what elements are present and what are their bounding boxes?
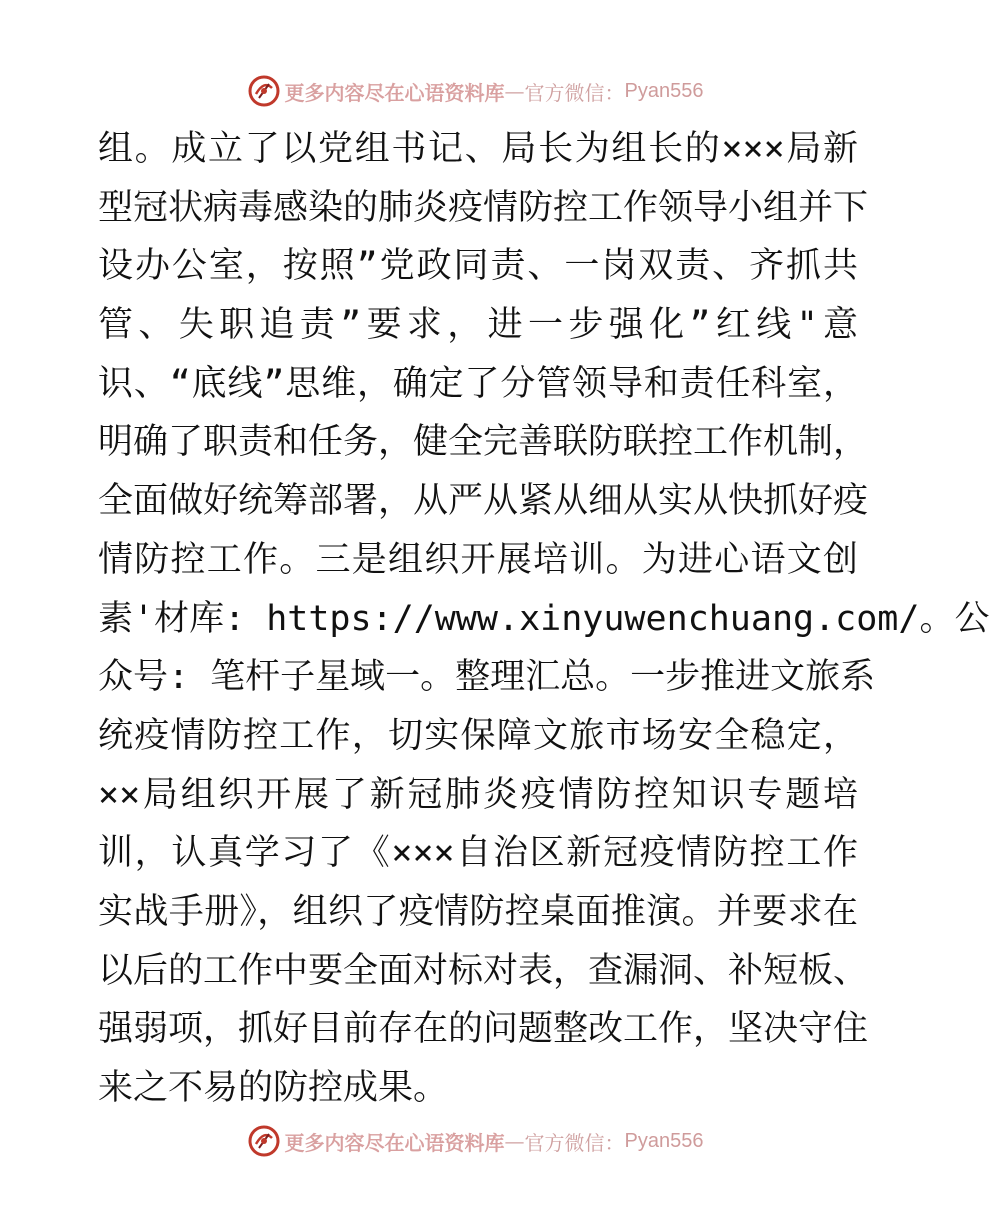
header-watermark-banner bbox=[0, 71, 950, 111]
body-line: 情防控工作。三是组织开展培训。为进心语文创 bbox=[98, 539, 858, 580]
watermark-dash: — bbox=[504, 1129, 525, 1153]
body-line: 训，认真学习了《×××自治区新冠疫情防控工作 bbox=[98, 833, 858, 874]
body-line: 管、失职追责”要求，进一步强化”红线"意 bbox=[98, 305, 858, 346]
body-line: 设办公室，按照”党政同责、一岗双责、齐抓共 bbox=[98, 246, 858, 287]
body-line: 来之不易的防控成果。 bbox=[98, 1068, 449, 1108]
watermark-wechat-id: Pyan556 bbox=[624, 1129, 704, 1152]
body-line: ××局组织开展了新冠肺炎疫情防控知识专题培 bbox=[98, 774, 858, 815]
logo-icon bbox=[247, 74, 281, 108]
body-line: 识、“底线”思维，确定了分管领导和责任科室， bbox=[98, 363, 858, 404]
watermark-wechat-label: 官方微信： bbox=[524, 80, 625, 105]
body-line: 众号: 笔杆子星域一。整理汇总。一步推进文旅系 bbox=[98, 657, 876, 698]
logo-icon bbox=[247, 1124, 281, 1158]
watermark-wechat-label: 官方微信： bbox=[524, 1130, 625, 1155]
watermark-text: 更多内容尽在心语资料库 bbox=[284, 80, 505, 105]
watermark-wechat-id: Pyan556 bbox=[624, 79, 704, 102]
body-line: 统疫情防控工作，切实保障文旅市场安全稳定， bbox=[98, 715, 858, 756]
body-line: 全面做好统筹部署，从严从紧从细从实从快抓好疫 bbox=[98, 481, 869, 522]
document-body bbox=[98, 120, 989, 1118]
body-line: 组。成立了以党组书记、局长为组长的×××局新 bbox=[98, 129, 858, 169]
body-line: 素'材库: https://www.xinyuwenchuang.com/。公 bbox=[98, 598, 989, 639]
watermark-text: 更多内容尽在心语资料库 bbox=[284, 1130, 505, 1155]
body-line: 实战手册》，组织了疫情防控桌面推演。并要求在 bbox=[98, 891, 858, 932]
footer-watermark-banner bbox=[0, 1121, 950, 1161]
body-line: 以后的工作中要全面对标对表，查漏洞、补短板、 bbox=[98, 950, 869, 991]
body-line: 型冠状病毒感染的肺炎疫情防控工作领导小组并下 bbox=[98, 187, 869, 228]
body-line: 明确了职责和任务，健全完善联防联控工作机制， bbox=[98, 422, 869, 463]
body-line: 强弱项，抓好目前存在的问题整改工作，坚决守住 bbox=[98, 1009, 869, 1050]
watermark-dash: — bbox=[504, 79, 525, 103]
